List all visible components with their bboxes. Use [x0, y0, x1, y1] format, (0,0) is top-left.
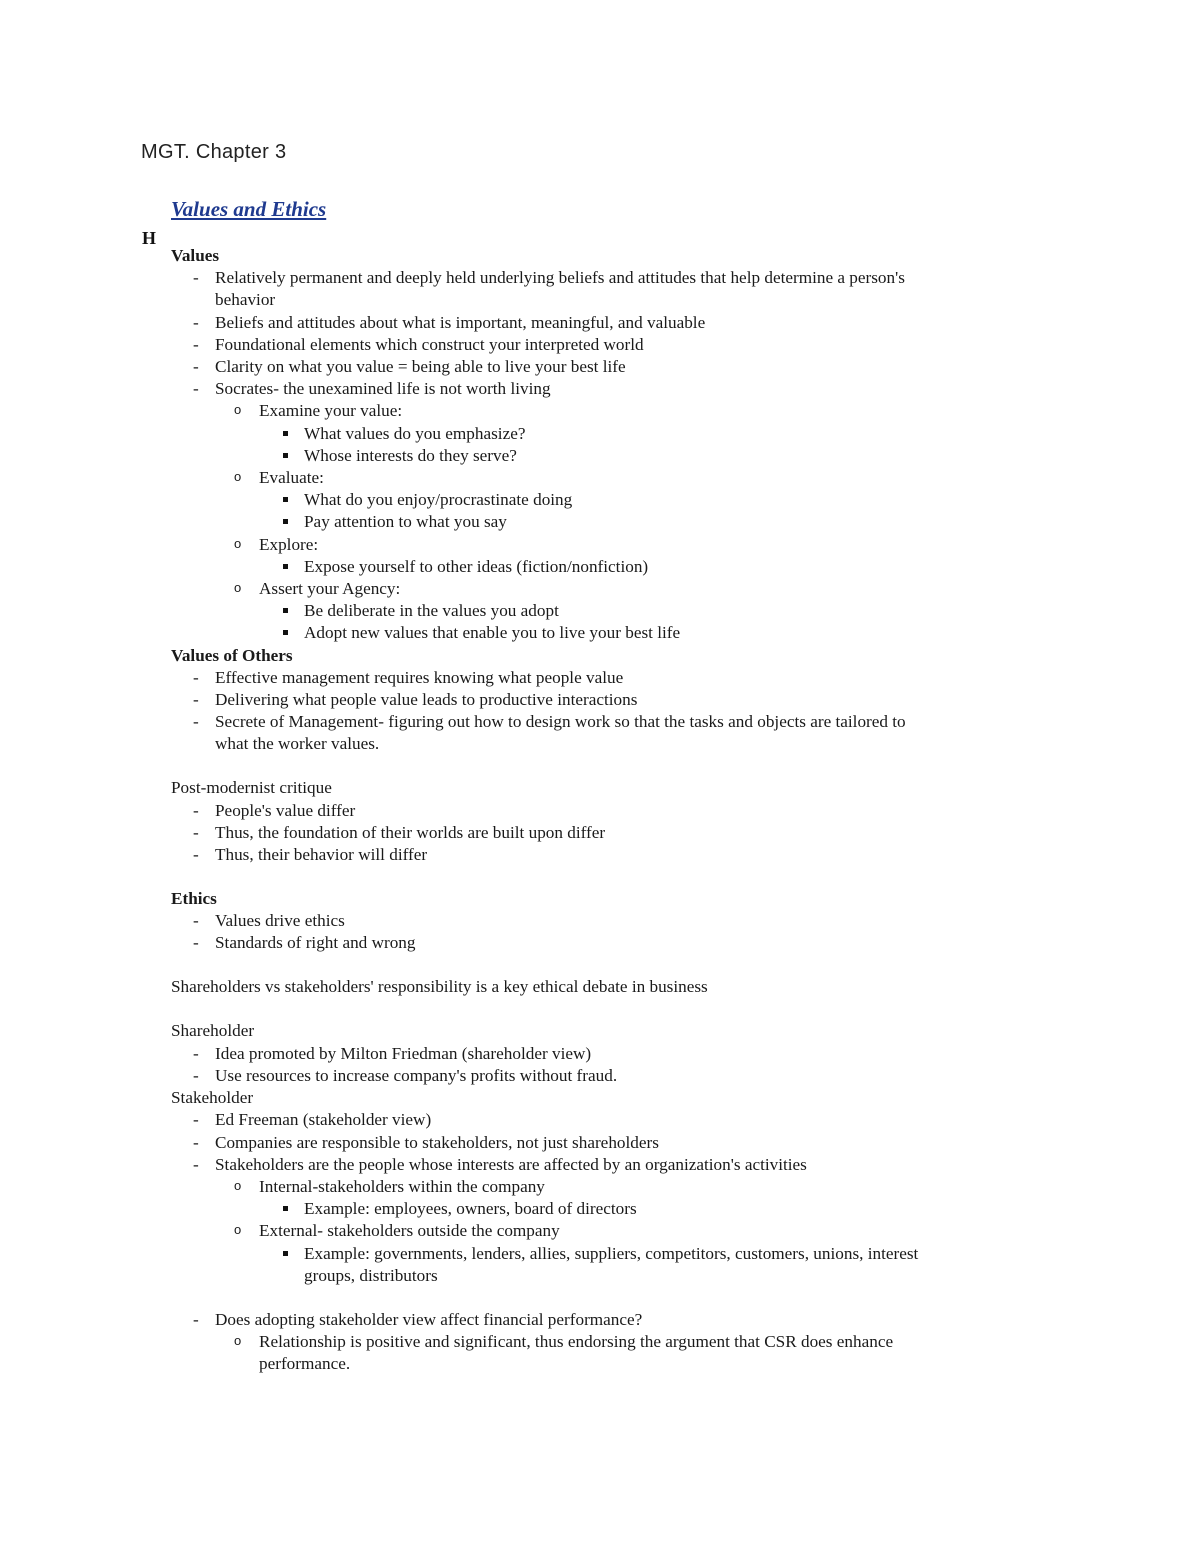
sub-sub-item: What values do you emphasize? [259, 423, 931, 445]
list-item [171, 378, 931, 644]
sub-item-label: Evaluate: [259, 468, 324, 488]
sub-item [215, 578, 931, 645]
list-item: - Effective management requires knowing what people value [171, 667, 931, 689]
performance-sublist [215, 1331, 931, 1375]
list-item: - Foundational elements which construct your interpreted world [171, 334, 931, 356]
stray-letter: H [142, 228, 157, 248]
stakeholder-list [171, 1109, 931, 1287]
sub-sub-item: Example: governments, lenders, allies, suppliers, competitors, customers, unions, interest groups, distributors [259, 1243, 931, 1287]
post-modernist-heading: Post-modernist critique [171, 778, 332, 798]
sub-item-label: Assert your Agency: [259, 579, 401, 599]
list-item: - Use resources to increase company's profits without fraud. [171, 1065, 931, 1087]
sub-item [215, 1220, 931, 1287]
sub-sub-item: Be deliberate in the values you adopt [259, 600, 931, 622]
values-list [171, 267, 931, 644]
stakeholder-types-list [215, 1176, 931, 1287]
sub-sub-item: Expose yourself to other ideas (fiction/nonfiction) [259, 556, 931, 578]
sub-item-label: External- stakeholders outside the company [259, 1221, 560, 1241]
list-item: - Ed Freeman (stakeholder view) [171, 1109, 931, 1131]
document-body [171, 245, 931, 1375]
ethics-heading: Ethics [171, 889, 217, 909]
list-item: - Companies are responsible to stakeholders, not just shareholders [171, 1132, 931, 1154]
sub-sub-list [259, 1198, 931, 1220]
values-of-others-list [171, 667, 931, 756]
list-item: - Thus, their behavior will differ [171, 844, 931, 866]
socrates-sublist [215, 400, 931, 644]
ethics-list [171, 910, 931, 954]
section-heading-values-and-ethics: Values and Ethics [171, 197, 327, 221]
list-item-text: Stakeholders are the people whose interests are affected by an organization's activities [215, 1154, 807, 1174]
list-item: - Relatively permanent and deeply held underlying beliefs and attitudes that help determine a person's behavior [171, 267, 931, 311]
list-item [171, 1154, 931, 1287]
shareholder-list [171, 1043, 931, 1087]
sub-sub-item: What do you enjoy/procrastinate doing [259, 489, 931, 511]
stakeholder-heading: Stakeholder [171, 1088, 254, 1108]
list-item [171, 1309, 931, 1376]
post-modernist-list [171, 800, 931, 867]
sub-item [215, 1176, 931, 1220]
sub-sub-list [259, 489, 931, 533]
debate-statement: Shareholders vs stakeholders' responsibility is a key ethical debate in business [171, 977, 708, 997]
sub-item-label: Examine your value: [259, 401, 403, 421]
sub-sub-list [259, 423, 931, 467]
sub-sub-list [259, 600, 931, 644]
values-of-others-heading: Values of Others [171, 645, 293, 665]
list-item: - Idea promoted by Milton Friedman (shareholder view) [171, 1043, 931, 1065]
sub-item [215, 400, 931, 467]
list-item: - Standards of right and wrong [171, 932, 931, 954]
list-item: - Values drive ethics [171, 910, 931, 932]
sub-item-label: Internal-stakeholders within the company [259, 1176, 545, 1196]
sub-sub-item: Pay attention to what you say [259, 511, 931, 533]
list-item: - Beliefs and attitudes about what is important, meaningful, and valuable [171, 312, 931, 334]
list-item-text: Socrates- the unexamined life is not worth living [215, 379, 551, 399]
sub-sub-list [259, 556, 931, 578]
sub-item-label: Explore: [259, 534, 319, 554]
shareholder-heading: Shareholder [171, 1021, 255, 1041]
sub-item [215, 534, 931, 578]
list-item: - People's value differ [171, 800, 931, 822]
sub-sub-item: Example: employees, owners, board of directors [259, 1198, 931, 1220]
sub-sub-item: Adopt new values that enable you to live your best life [259, 622, 931, 644]
sub-sub-list [259, 1243, 931, 1287]
performance-list [171, 1309, 931, 1376]
list-item: - Thus, the foundation of their worlds are built upon differ [171, 822, 931, 844]
sub-item [215, 467, 931, 534]
sub-item: o Relationship is positive and significant, thus endorsing the argument that CSR does enhance performance. [215, 1331, 931, 1375]
document-title: MGT. Chapter 3 [141, 141, 287, 163]
sub-sub-item: Whose interests do they serve? [259, 445, 931, 467]
list-item: - Delivering what people value leads to productive interactions [171, 689, 931, 711]
values-heading: Values [171, 246, 220, 265]
list-item: - Secrete of Management- figuring out how to design work so that the tasks and objects are tailored to what the worker values. [171, 711, 931, 755]
list-item: - Clarity on what you value = being able to live your best life [171, 356, 931, 378]
list-item-text: Does adopting stakeholder view affect financial performance? [215, 1309, 643, 1329]
